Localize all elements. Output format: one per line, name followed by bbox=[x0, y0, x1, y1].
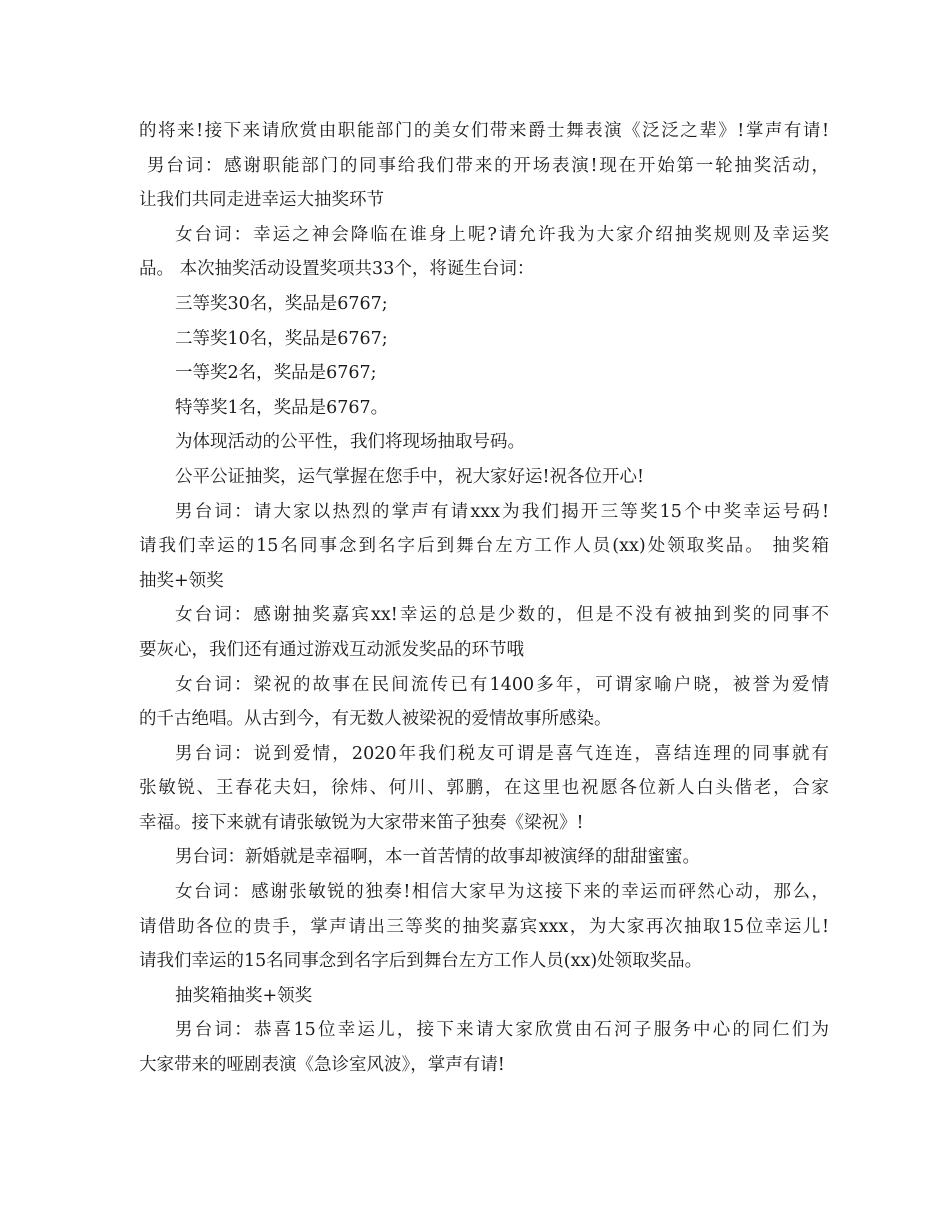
text-line: 请借助各位的贵手，掌声请出三等奖的抽奖嘉宾xxx，为大家再次抽取15位幸运儿! bbox=[139, 916, 829, 937]
text-line: 女台词：感谢张敏锐的独奏!相信大家早为这接下来的幸运而砰然心动，那么， bbox=[175, 882, 829, 903]
text-line: 男台词：新婚就是幸福啊，本一首苦情的故事却被演绎的甜甜蜜蜜。 bbox=[175, 847, 700, 868]
text-line: 女台词：梁祝的故事在民间流传已有1400多年，可谓家喻户晓，被誉为爱情 bbox=[175, 674, 829, 695]
document-body bbox=[139, 114, 829, 1083]
text-line: 三等奖30名，奖品是6767; bbox=[175, 293, 388, 314]
text-line: 女台词：幸运之神会降临在谁身上呢?请允许我为大家介绍抽奖规则及幸运奖 bbox=[175, 224, 829, 245]
text-line: 张敏锐、王春花夫妇，徐炜、何川、郭鹏，在这里也祝愿各位新人白头偕老，合家 bbox=[139, 778, 829, 799]
text-line: 请我们幸运的15名同事念到名字后到舞台左方工作人员(xx)处领取奖品。 bbox=[139, 951, 703, 972]
text-line: 一等奖2名，奖品是6767; bbox=[175, 363, 377, 384]
text-line: 男台词：恭喜15位幸运儿，接下来请大家欣赏由石河子服务中心的同仁们为 bbox=[175, 1020, 829, 1041]
text-line: 二等奖10名，奖品是6767; bbox=[175, 328, 388, 349]
text-line: 男台词：感谢职能部门的同事给我们带来的开场表演!现在开始第一轮抽奖活动， bbox=[147, 155, 829, 176]
text-line: 的将来!接下来请欣赏由职能部门的美女们带来爵士舞表演《泛泛之辈》!掌声有请! bbox=[139, 121, 829, 141]
text-line: 男台词：说到爱情，2020年我们税友可谓是喜气连连，喜结连理的同事就有 bbox=[175, 743, 829, 764]
text-line: 要灰心，我们还有通过游戏互动派发奖品的环节哦 bbox=[139, 639, 524, 660]
text-line: 让我们共同走进幸运大抽奖环节 bbox=[139, 190, 384, 211]
text-line: 抽奖箱抽奖+领奖 bbox=[175, 985, 313, 1006]
text-line: 请我们幸运的15名同事念到名字后到舞台左方工作人员(xx)处领取奖品。 抽奖箱 bbox=[139, 536, 829, 557]
text-line: 为体现活动的公平性，我们将现场抽取号码。 bbox=[175, 432, 525, 453]
text-line: 公平公证抽奖，运气掌握在您手中，祝大家好运!祝各位开心! bbox=[175, 466, 645, 487]
text-line: 特等奖1名，奖品是6767。 bbox=[175, 397, 389, 418]
text-line: 男台词：请大家以热烈的掌声有请xxx为我们揭开三等奖15个中奖幸运号码! bbox=[175, 501, 829, 522]
text-line: 抽奖+领奖 bbox=[139, 570, 224, 591]
text-line: 品。 本次抽奖活动设置奖项共33个，将诞生台词： bbox=[139, 259, 535, 280]
text-line: 女台词：感谢抽奖嘉宾xx!幸运的总是少数的，但是不没有被抽到奖的同事不 bbox=[175, 605, 829, 626]
text-line: 的千古绝唱。从古到今，有无数人被梁祝的爱情故事所感染。 bbox=[139, 709, 612, 730]
text-line: 幸福。接下来就有请张敏锐为大家带来笛子独奏《梁祝》! bbox=[139, 812, 584, 833]
text-line: 大家带来的哑剧表演《急诊室风波》，掌声有请! bbox=[139, 1055, 505, 1076]
